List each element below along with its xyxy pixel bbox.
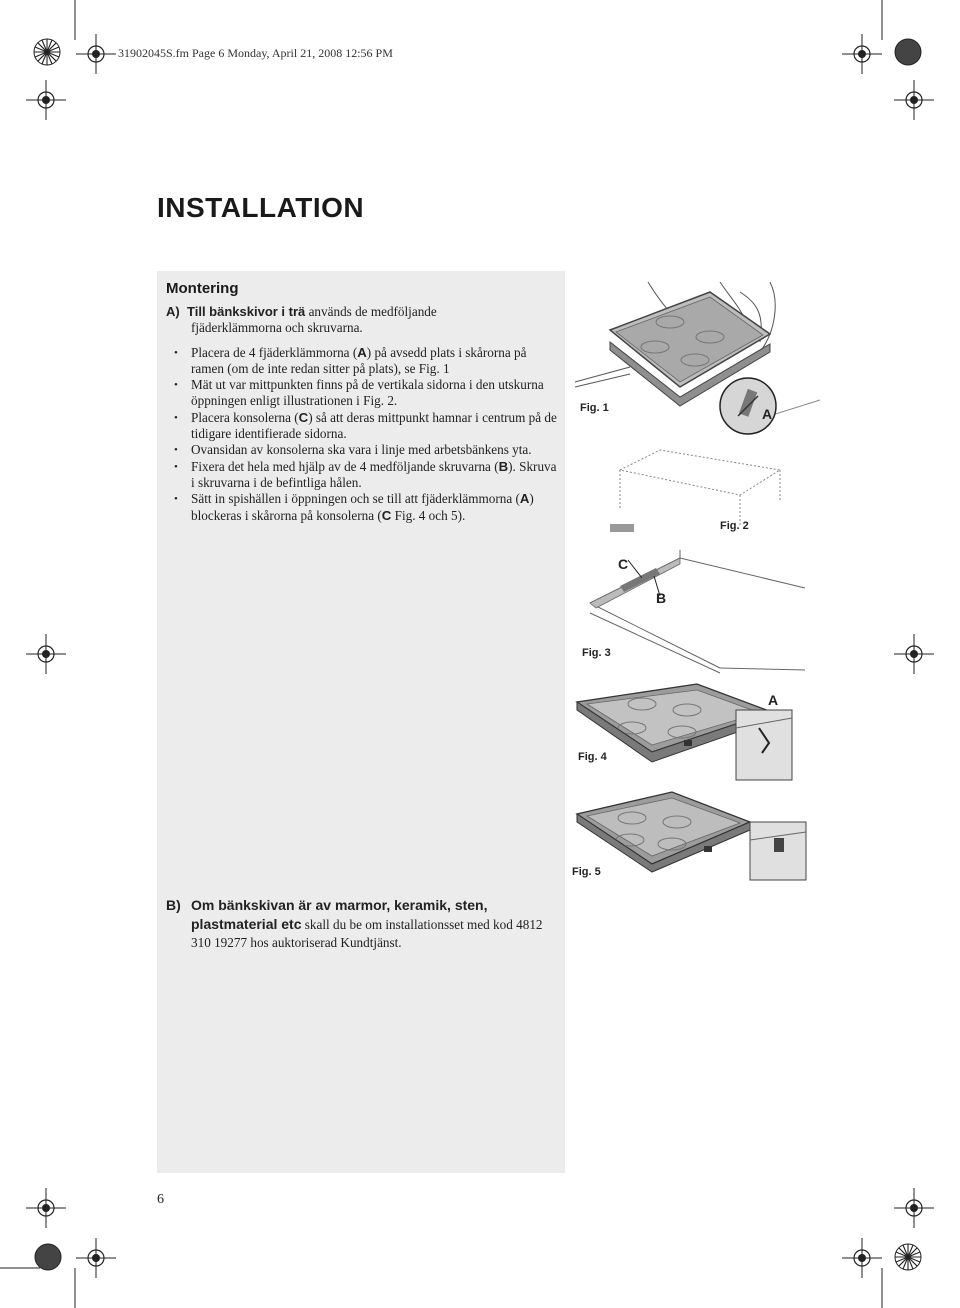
sunburst-mark-tl [33,38,61,66]
crosshair-mark-left-top [26,80,66,120]
fig4-detail [734,708,794,783]
crosshair-mark-left-bottom [26,1188,66,1228]
crosshair-mark-right-mid [894,634,934,674]
page-title: INSTALLATION [157,192,365,223]
section-a-intro [166,304,560,320]
crosshair-mark-tr [842,34,882,74]
callout-a-fig1: A [762,406,773,422]
crosshair-mark-right-top [894,80,934,120]
list-item: • Mät ut var mittpunkten finns på de vertikala sidorna i den utskurna öppningen enligt illustrationen i Fig. 2. [166,377,560,410]
list-item: • Placera de 4 fjäderklämmorna (A) på avsedd plats i skårorna på ramen (om de inte redan sitter på plats), se Fig. 1 [166,345,560,378]
section-b-bold: Om bänkskivan är av marmor, keramik, sten, plastmaterial etc [191,897,488,932]
file-info-header: 31902045S.fm Page 6 Monday, April 21, 2008 12:56 PM [118,46,393,60]
crosshair-mark-left-mid [26,634,66,674]
fig3-illustration [580,548,820,673]
fig2-illustration [600,440,800,530]
section-b-prefix: B) [166,897,181,913]
fig1-label: Fig. 1 [580,402,609,414]
list-item: • Placera konsolerna (C) så att deras mittpunkt hamnar i centrum på de tidigare identifierade sidorna. [166,410,560,443]
instruction-list [166,345,560,524]
fig1-illustration [570,282,830,432]
page-number: 6 [157,1192,164,1207]
fig5-label: Fig. 5 [572,866,601,878]
callout-c-fig3: C [618,556,629,572]
crosshair-mark-bl [76,1238,116,1278]
callout-b-fig3: B [656,590,667,606]
section-heading: Montering [166,280,239,297]
callout-a-fig4: A [768,692,779,708]
fig3-label: Fig. 3 [582,647,611,659]
intro-prefix: A) [166,304,180,319]
fig4-label: Fig. 4 [578,751,607,763]
sunburst-mark-tr [894,38,922,66]
fig5-detail [748,820,808,882]
crosshair-mark-br [842,1238,882,1278]
crosshair-mark-tl [76,34,116,74]
intro-rest: används de medföljande [305,304,437,319]
crosshair-mark-right-bottom [894,1188,934,1228]
list-item: • Sätt in spishällen i öppningen och se till att fjäderklämmorna (A) blockeras i skårorna på konsolerna (C Fig. 4 och 5). [166,491,560,524]
section-a-intro-line2: fjäderklämmorna och skruvarna. [191,320,363,336]
section-b [166,896,560,952]
list-item: • Fixera det hela med hjälp av de 4 medföljande skruvarna (B). Skruva i skruvarna i de befintliga hålen. [166,459,560,492]
fig2-label: Fig. 2 [720,520,749,532]
section-a [166,280,560,524]
sunburst-mark-bl [34,1243,62,1271]
sunburst-mark-br [894,1243,922,1271]
section-b-rest: skall du be om installationsset med kod 4812 310 19277 hos auktoriserad Kundtjänst. [191,917,543,950]
intro-bold: Till bänkskivor i trä [187,304,306,319]
list-item: • Ovansidan av konsolerna ska vara i linje med arbetsbänkens yta. [166,442,560,458]
